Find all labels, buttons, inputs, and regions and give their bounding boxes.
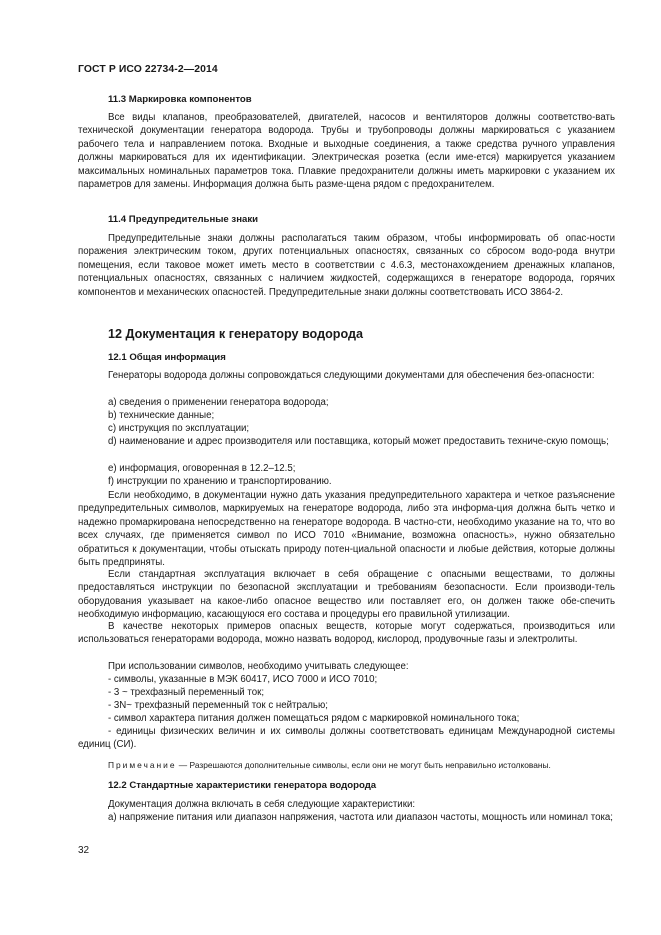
- section-11-4-title: 11.4 Предупредительные знаки: [108, 214, 259, 225]
- paragraph: При использовании символов, необходимо учитывать следующее:: [108, 661, 409, 672]
- list-item: - 3N~ трехфазный переменный ток с нейтралью;: [108, 700, 328, 711]
- list-item: с) инструкция по эксплуатации;: [108, 423, 250, 434]
- list-item: d) наименование и адрес производителя или поставщика, который может предоставить техниче-скую помощь;: [108, 436, 609, 447]
- list-item: - 3 ~ трехфазный переменный ток;: [108, 687, 265, 698]
- list-item: b) технические данные;: [108, 410, 215, 421]
- section-12-2-intro: Документация должна включать в себя следующие характеристики:: [108, 799, 416, 810]
- list-item: - единицы физических величин и их символы должны соответствовать единицам Международной системы единиц (СИ).: [78, 726, 615, 751]
- paragraph: Если необходимо, в документации нужно дать указания предупредительного характера и четкое разъяснение предупредительных символов, маркируемых на генераторе водорода, либо эта информа-ция должна быть четко и надежно промаркирована непосредственно на генераторе водорода. В частно-сти, необходимо указание на то, что во всех случаях, где применяется символ по ИСО 7010 «Внимание, возможна опасность», нужно обязательно обратиться к документации, чтобы отыскать природу потен-циальной опасности и любые действия, которые должны быть предприняты.: [78, 490, 615, 569]
- list-item: - символ характера питания должен помещаться рядом с маркировкой номинального тока;: [108, 713, 520, 724]
- section-12-title: 12 Документация к генератору водорода: [108, 327, 363, 341]
- section-12-1-title: 12.1 Общая информация: [108, 352, 226, 363]
- list-item: а) сведения о применении генератора водорода;: [108, 397, 329, 408]
- paragraph: Если стандартная эксплуатация включает в себя обращение с опасными веществами, то должны предоставляться инструкции по безопасной эксплуатации и требованиям безопасности. Если производи-тель оборудования указывает на какое-либо опасное вещество или поставляет его, он должен также обе-спечить необходимую информацию, касающуюся его состава и процедуры его правильной утилизации.: [78, 569, 615, 621]
- list-item: е) информация, оговоренная в 12.2–12.5;: [108, 463, 296, 474]
- section-12-2-title: 12.2 Стандартные характеристики генератора водорода: [108, 780, 377, 791]
- paragraph: В качестве некоторых примеров опасных веществ, которые могут содержаться, производиться или использоваться генераторами водорода, можно назвать водород, кислород, продувочные газы и электролиты.: [78, 621, 615, 646]
- section-11-4-text: Предупредительные знаки должны располагаться таким образом, чтобы информировать об опас-ности поражения электрическим током, других потенциальных опасностях, связанных со сбросом водо-рода внутри помещения, если таковое может иметь место в соответствии с 4.6.3, местонахождением дренажных клапанов, потенциальных опасностях, связанных с наличием жидкостей, содержащихся в генераторе водорода, горячих компонентов и механических опасностей. Предупредительные знаки должны соответствовать ИСО 3864-2.: [78, 233, 615, 298]
- section-11-3-title: 11.3 Маркировка компонентов: [108, 94, 252, 105]
- section-11-3-text: Все виды клапанов, преобразователей, двигателей, насосов и вентиляторов должны соответство-вать технической документации генератора водорода. Трубы и трубопроводы должны маркироваться с указанием рабочего тела и направлением потока. Входные и выходные соединения, а также средства ручного управления должны маркироваться для их идентификации. Электрическая розетка (если име-ется) маркируется указанием максимальных номинальных параметров тока. Плавкие предохранители должны иметь маркировки с указанием их параметров для замены. Информация должна быть разме-щена рядом с предохранителем.: [78, 112, 615, 191]
- page-header: ГОСТ Р ИСО 22734-2—2014: [78, 64, 218, 75]
- note: [108, 759, 615, 771]
- list-item: f) инструкции по хранению и транспортированию.: [108, 476, 332, 487]
- list-item: а) напряжение питания или диапазон напряжения, частота или диапазон частоты, мощность или номинал тока;: [108, 812, 614, 823]
- note-label: Примечание: [108, 760, 177, 770]
- section-12-1-intro: Генераторы водорода должны сопровождаться следующими документами для обеспечения без-опасности:: [108, 370, 595, 381]
- list-item: - символы, указанные в МЭК 60417, ИСО 7000 и ИСО 7010;: [108, 674, 378, 685]
- page-number: 32: [78, 845, 90, 856]
- note-text: — Разрешаются дополнительные символы, если они не могут быть неправильно истолкованы.: [176, 760, 551, 770]
